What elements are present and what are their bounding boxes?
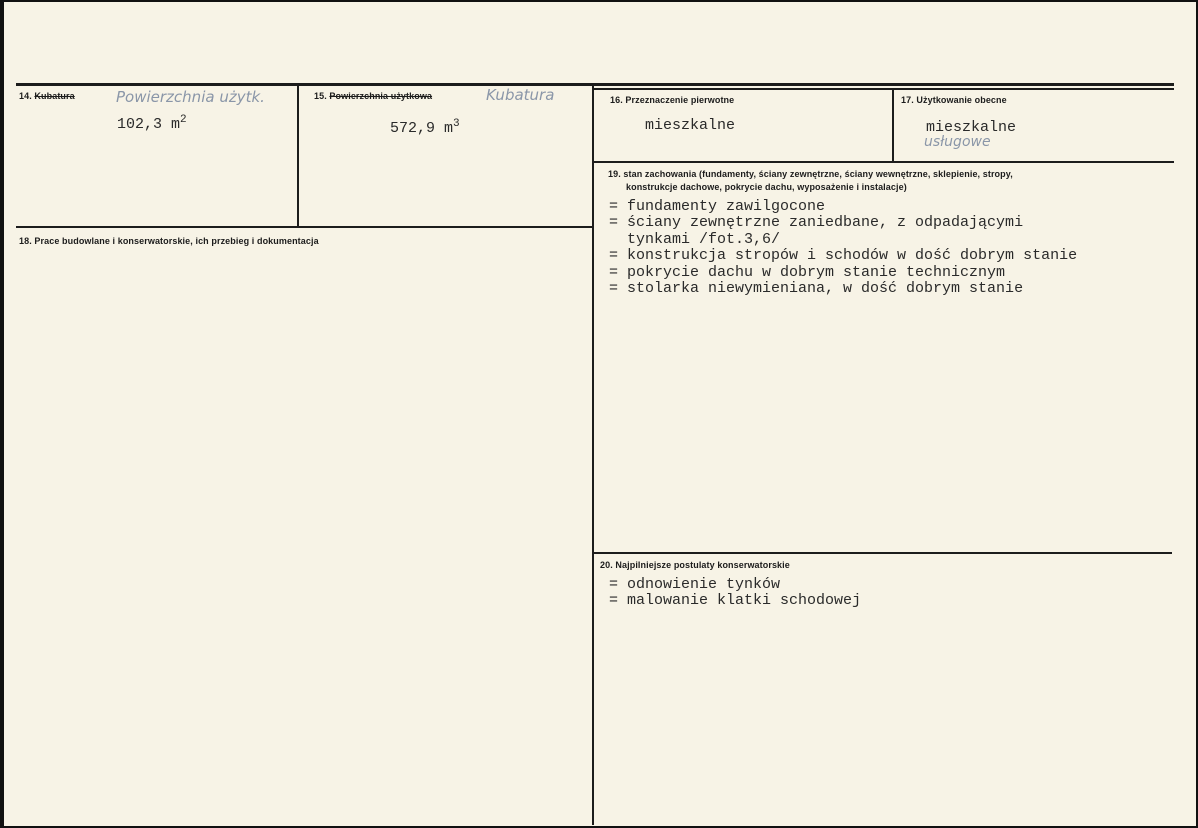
field-14-value: 102,3 $m^2$ [117,114,187,133]
top-rule-right [594,88,1174,90]
rule-below-16-17 [594,161,1174,163]
field-15-label: 15. Powierzchnia użytkowa [314,91,433,101]
field-19-label-line1: 19. stan zachowania (fundamenty, ściany zewnętrzne, ściany wewnętrzne, sklepienie, stropy, [608,169,1013,179]
list-item: = pokrycie dachu w dobrym stanie technicznym [609,263,1006,281]
list-item: = ściany zewnętrzne zaniedbane, z odpadającymi [609,214,1024,232]
record-card [4,2,1196,826]
divider-14-15 [297,85,299,227]
field-14-handwritten-label: Powierzchnia użytk. [116,88,265,106]
field-20-list [609,577,861,610]
field-20-label: 20. Najpilniejsze postulaty konserwatorskie [600,560,790,570]
field-17-value: mieszkalne [926,119,1017,136]
field-19-label-line2: konstrukcje dachowe, pokrycie dachu, wyposażenie i instalacje) [626,182,907,192]
list-item-continuation: tynkami /fot.3,6/ [627,230,781,248]
field-18-label: 18. Prace budowlane i konserwatorskie, ich przebieg i dokumentacja [19,236,319,246]
list-item: = fundamenty zawilgocone [609,198,826,215]
list-item: = konstrukcja stropów i schodów w dość dobrym stanie [609,247,1078,265]
field-16-value: mieszkalne [645,117,736,134]
rule-below-19 [594,552,1172,554]
field-16-label: 16. Przeznaczenie pierwotne [610,95,735,105]
list-item: = malowanie klatki schodowej [609,592,862,610]
field-19-list [609,199,1077,297]
divider-16-17 [892,88,894,162]
top-rule [16,83,1174,86]
field-17-label: 17. Użytkowanie obecne [901,95,1007,105]
rule-below-14-15 [16,226,594,228]
divider-15-16 [592,85,594,825]
list-item: = odnowienie tynków [609,576,781,593]
list-item: = stolarka niewymieniana, w dość dobrym stanie [609,280,1024,298]
field-15-value: 572,9 $m^3$ [390,118,460,137]
field-14-label: 14. Kubatura [19,91,75,101]
field-17-handwritten-value: usługowe [924,134,991,150]
field-15-handwritten-label: Kubatura [486,86,555,104]
